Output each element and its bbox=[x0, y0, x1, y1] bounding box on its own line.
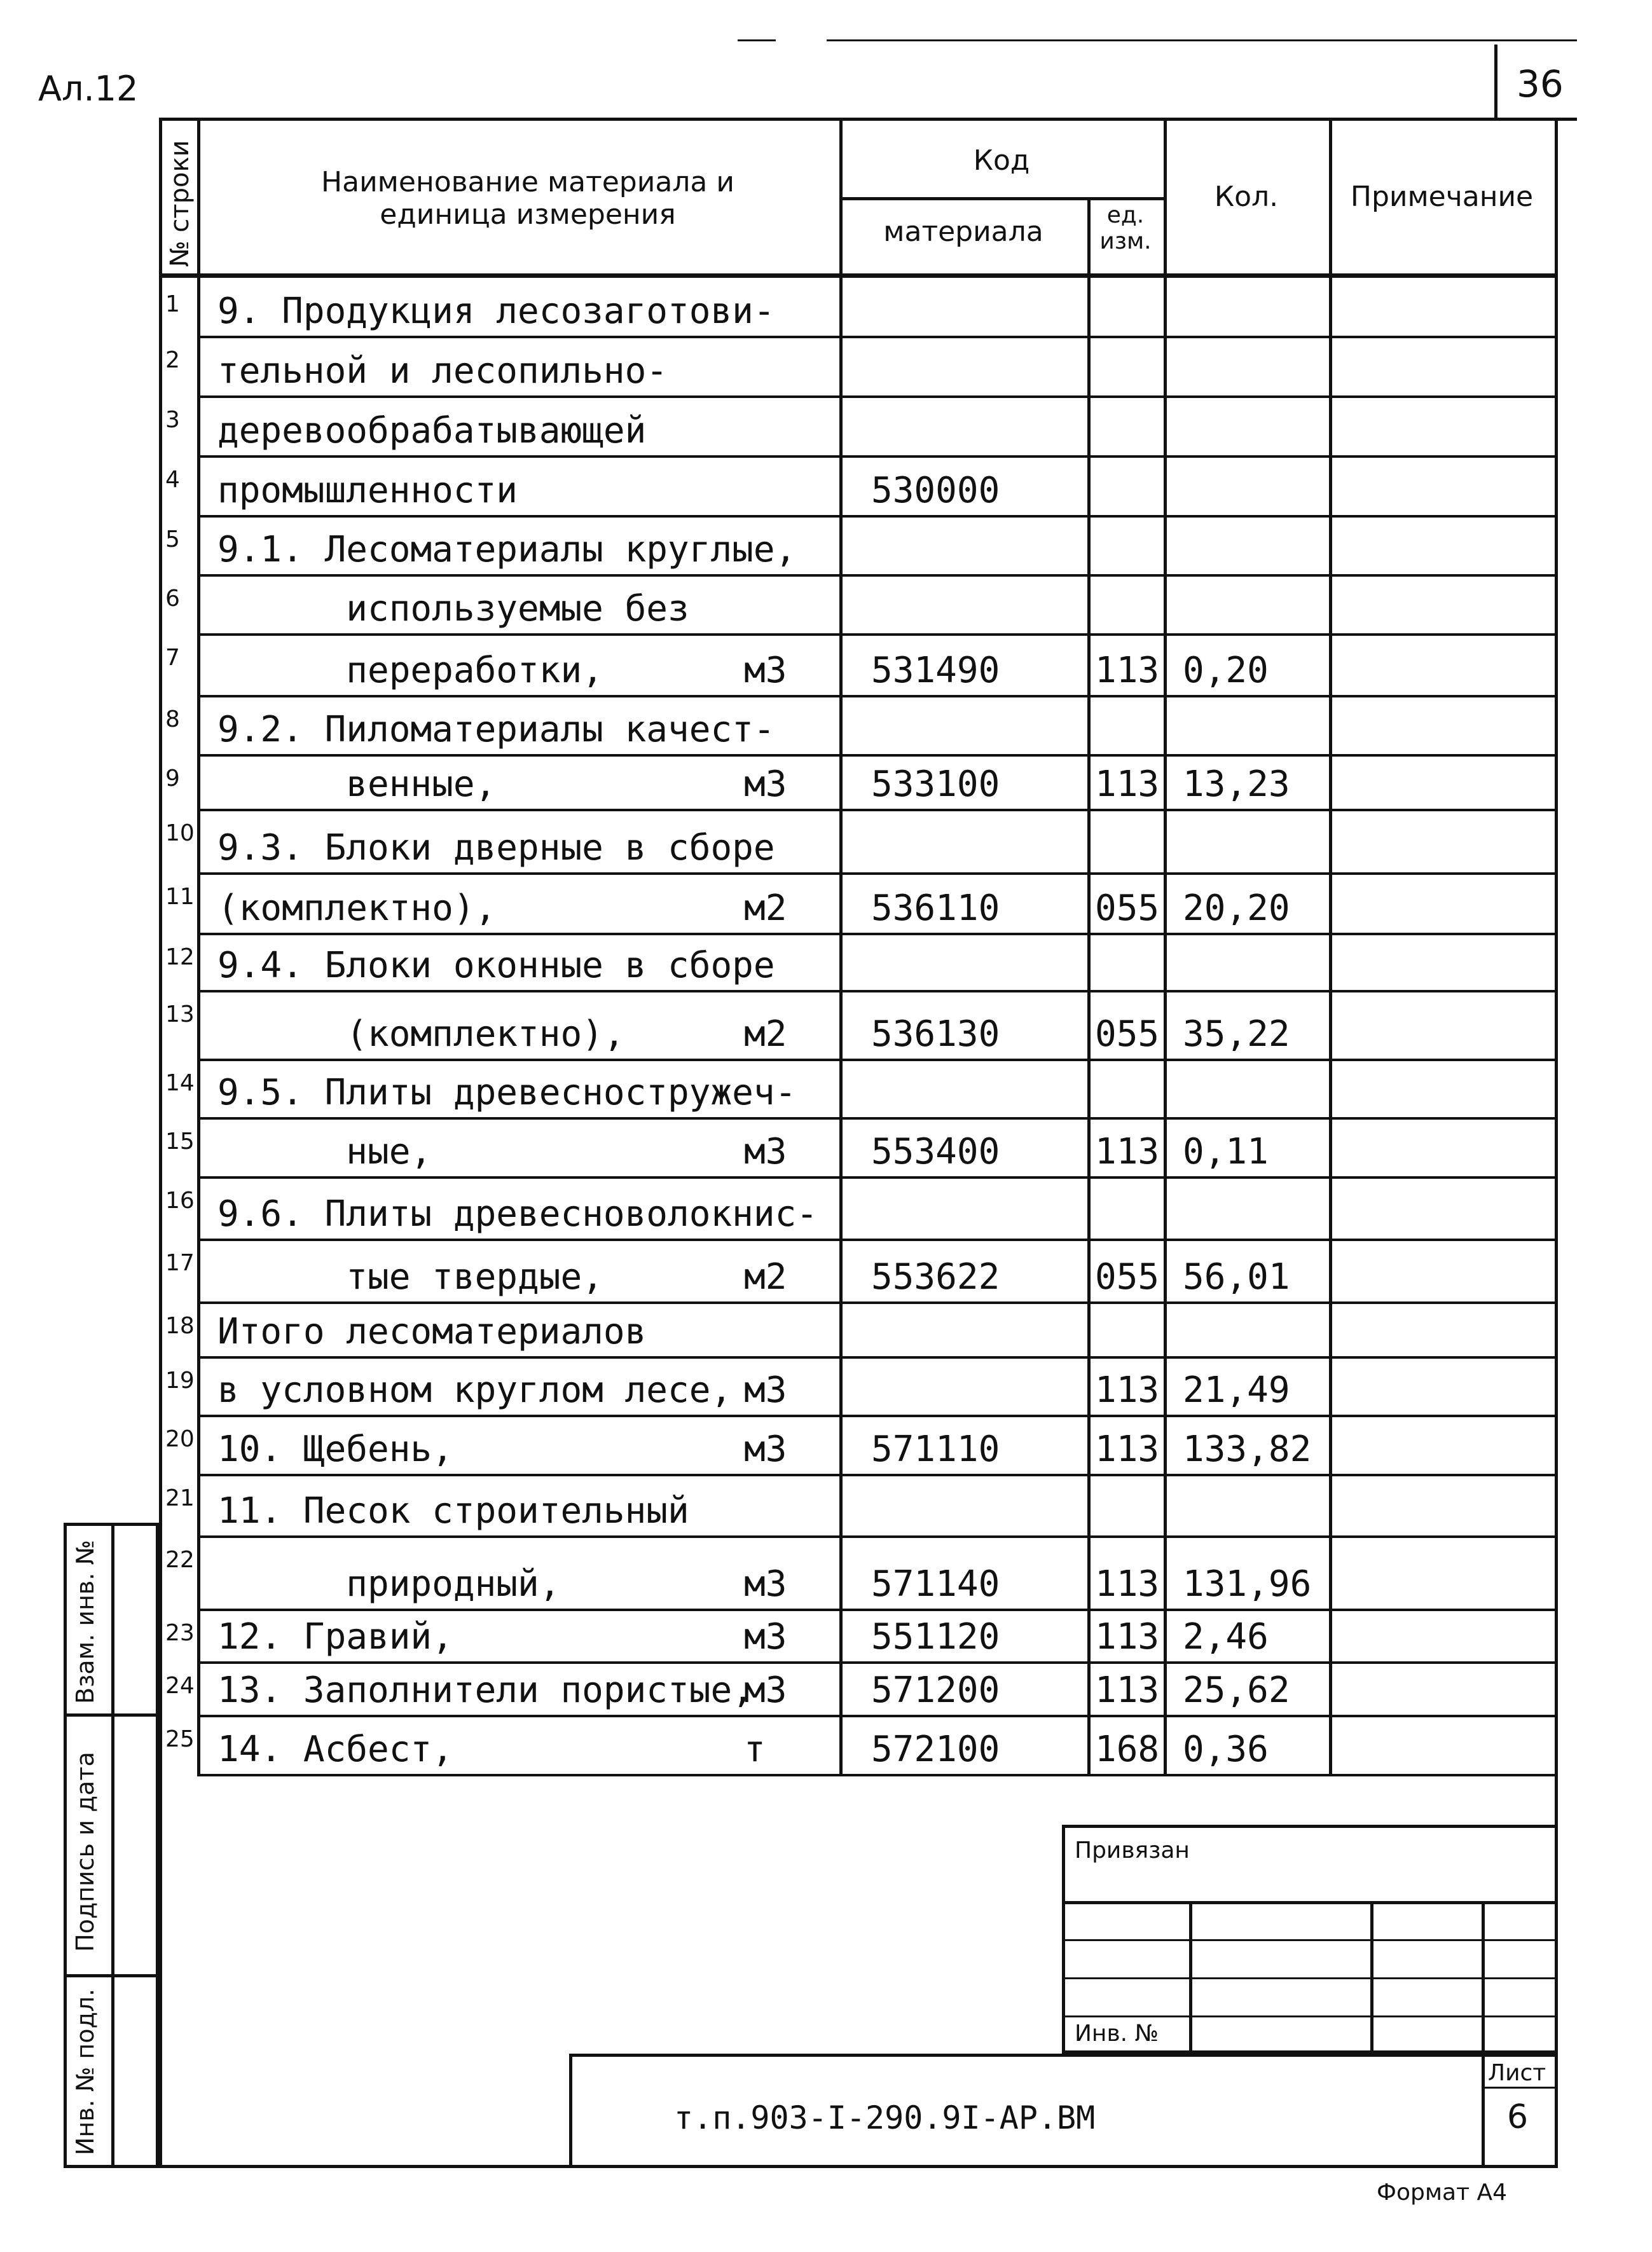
row-rule bbox=[197, 1535, 1558, 1538]
quantity: 35,22 bbox=[1183, 1013, 1290, 1055]
header-code-rule bbox=[839, 197, 1164, 200]
material-name: венные, bbox=[217, 764, 497, 805]
privyazan-col-3 bbox=[1482, 1901, 1485, 2054]
material-name: деревообрабатывающей bbox=[217, 410, 647, 451]
side-stamp-podpis: Подпись и дата bbox=[71, 1752, 99, 1952]
row-number: 22 bbox=[165, 1547, 195, 1573]
page-number-divider bbox=[1494, 45, 1497, 121]
row-rule bbox=[197, 990, 1558, 992]
material-name: 9.1. Лесоматериалы круглые, bbox=[217, 529, 797, 570]
material-code: 536110 bbox=[871, 888, 1000, 929]
unit-code: 113 bbox=[1095, 650, 1160, 691]
row-number: 2 bbox=[165, 347, 180, 373]
unit-code: 113 bbox=[1095, 1563, 1160, 1605]
row-rule bbox=[197, 872, 1558, 875]
col-line-qty bbox=[1329, 121, 1332, 1774]
row-number: 13 bbox=[165, 1001, 195, 1027]
header-code-material: материала bbox=[883, 216, 1043, 248]
header-note: Примечание bbox=[1350, 181, 1534, 213]
row-number: 18 bbox=[165, 1313, 195, 1339]
material-name: ные, bbox=[217, 1131, 432, 1172]
unit-code: 055 bbox=[1095, 888, 1160, 929]
material-name: 12. Гравий, bbox=[217, 1616, 453, 1658]
row-number: 24 bbox=[165, 1673, 195, 1699]
quantity: 0,20 bbox=[1183, 650, 1269, 691]
material-name: Итого лесоматериалов bbox=[217, 1311, 647, 1352]
material-code: 571200 bbox=[871, 1670, 1000, 1711]
list-label: Лист bbox=[1488, 2060, 1546, 2086]
material-code: 530000 bbox=[871, 470, 1000, 511]
material-name: 9.5. Плиты древесностружеч- bbox=[217, 1072, 797, 1113]
material-unit: м3 bbox=[744, 1616, 787, 1658]
quantity: 131,96 bbox=[1183, 1563, 1312, 1605]
material-code: 571140 bbox=[871, 1563, 1000, 1605]
material-name: 10. Щебень, bbox=[217, 1429, 453, 1470]
material-name: 14. Асбест, bbox=[217, 1729, 453, 1770]
col-line-left bbox=[159, 121, 162, 1774]
material-unit: м2 bbox=[744, 888, 787, 929]
unit-code: 113 bbox=[1095, 1370, 1160, 1411]
quantity: 133,82 bbox=[1183, 1429, 1312, 1470]
header-name: Наименование материала и единица измерения bbox=[321, 166, 734, 231]
quantity: 0,11 bbox=[1183, 1131, 1269, 1172]
row-number: 23 bbox=[165, 1620, 195, 1646]
row-number: 8 bbox=[165, 706, 180, 732]
material-unit: м3 bbox=[744, 1563, 787, 1605]
row-number: 15 bbox=[165, 1129, 195, 1155]
row-number: 5 bbox=[165, 526, 180, 553]
material-name: в условном круглом лесе, bbox=[217, 1370, 733, 1411]
quantity: 21,49 bbox=[1183, 1370, 1290, 1411]
material-name: (комплектно), bbox=[217, 888, 497, 929]
material-unit: т bbox=[744, 1729, 766, 1770]
row-number: 25 bbox=[165, 1726, 195, 1752]
material-unit: м3 bbox=[744, 1670, 787, 1711]
frame-left-lower bbox=[159, 1774, 162, 2168]
inv-no-label: Инв. № bbox=[1075, 2021, 1159, 2047]
row-number: 21 bbox=[165, 1485, 195, 1511]
row-rule bbox=[197, 1609, 1558, 1611]
material-name: 13. Заполнители пористые, bbox=[217, 1670, 754, 1711]
header-row-no: № строки bbox=[165, 140, 195, 267]
material-name: 9.3. Блоки дверные в сборе bbox=[217, 827, 775, 869]
row-number: 7 bbox=[165, 645, 180, 671]
list-value: 6 bbox=[1507, 2098, 1529, 2136]
material-name: тые твердые, bbox=[217, 1256, 603, 1298]
material-unit: м3 bbox=[744, 1370, 787, 1411]
unit-code: 055 bbox=[1095, 1013, 1160, 1055]
row-rule bbox=[197, 933, 1558, 935]
row-number: 12 bbox=[165, 944, 195, 970]
material-name: тельной и лесопильно- bbox=[217, 350, 668, 392]
unit-code: 055 bbox=[1095, 1256, 1160, 1298]
side-stamp-inv-podl: Инв. № подл. bbox=[71, 1988, 99, 2155]
header-bottom-rule bbox=[159, 273, 1558, 278]
row-rule bbox=[197, 1474, 1558, 1476]
row-number: 1 bbox=[165, 291, 180, 317]
material-code: 536130 bbox=[871, 1013, 1000, 1055]
material-unit: м3 bbox=[744, 764, 787, 805]
top-rule-2 bbox=[827, 39, 1577, 41]
privyazan-label: Привязан bbox=[1075, 1837, 1190, 1864]
material-name: используемые без bbox=[217, 588, 689, 629]
list-divider bbox=[1482, 2054, 1485, 2168]
material-name: 9.2. Пиломатериалы качест- bbox=[217, 709, 775, 750]
material-unit: м3 bbox=[744, 1131, 787, 1172]
col-line-ucode bbox=[1164, 121, 1167, 1774]
side-stamp-divider bbox=[111, 1523, 114, 2168]
material-code: 572100 bbox=[871, 1729, 1000, 1770]
unit-code: 113 bbox=[1095, 1429, 1160, 1470]
page-number: 36 bbox=[1517, 62, 1564, 106]
header-qty: Кол. bbox=[1214, 181, 1279, 213]
doc-code: т.п.903-I-290.9I-АР.ВМ bbox=[674, 2099, 1096, 2136]
material-name: (комплектно), bbox=[217, 1013, 625, 1055]
row-rule bbox=[197, 515, 1558, 518]
material-code: 533100 bbox=[871, 764, 1000, 805]
row-rule bbox=[197, 1117, 1558, 1120]
row-number: 3 bbox=[165, 407, 180, 433]
unit-code: 113 bbox=[1095, 764, 1160, 805]
privyazan-col-2 bbox=[1370, 1901, 1373, 2054]
row-number: 10 bbox=[165, 820, 195, 846]
row-rule bbox=[197, 455, 1558, 458]
material-name: 9.6. Плиты древесноволокнис- bbox=[217, 1193, 818, 1235]
quantity: 13,23 bbox=[1183, 764, 1290, 805]
quantity: 20,20 bbox=[1183, 888, 1290, 929]
quantity: 2,46 bbox=[1183, 1616, 1269, 1658]
material-code: 571110 bbox=[871, 1429, 1000, 1470]
material-code: 553622 bbox=[871, 1256, 1000, 1298]
sheet-label: Ал.12 bbox=[38, 69, 139, 109]
material-name: промышленности bbox=[217, 470, 518, 511]
side-stamp-row2 bbox=[64, 1974, 159, 1977]
row-number: 4 bbox=[165, 467, 180, 493]
quantity: 25,62 bbox=[1183, 1670, 1290, 1711]
row-rule bbox=[197, 574, 1558, 577]
row-rule bbox=[197, 1356, 1558, 1359]
material-unit: м2 bbox=[744, 1013, 787, 1055]
material-name: 9. Продукция лесозаготови- bbox=[217, 291, 775, 332]
unit-code: 113 bbox=[1095, 1616, 1160, 1658]
row-number: 20 bbox=[165, 1426, 195, 1452]
row-rule bbox=[197, 695, 1558, 697]
material-code: 531490 bbox=[871, 650, 1000, 691]
material-name: природный, bbox=[217, 1563, 561, 1605]
quantity: 0,36 bbox=[1183, 1729, 1269, 1770]
col-line-num bbox=[197, 121, 200, 1774]
row-number: 14 bbox=[165, 1070, 195, 1096]
row-rule bbox=[197, 1774, 1558, 1776]
row-rule bbox=[197, 1715, 1558, 1717]
side-stamp-vzam: Взам. инв. № bbox=[71, 1539, 99, 1704]
material-unit: м3 bbox=[744, 1429, 787, 1470]
format-label: Формат А4 bbox=[1377, 2180, 1508, 2206]
row-rule bbox=[197, 633, 1558, 636]
material-unit: м2 bbox=[744, 1256, 787, 1298]
col-line-right bbox=[1555, 121, 1558, 1774]
row-rule bbox=[197, 1059, 1558, 1061]
list-rule bbox=[1482, 2087, 1558, 2089]
row-rule bbox=[197, 754, 1558, 757]
material-name: 11. Песок строительный bbox=[217, 1490, 689, 1532]
col-line-name bbox=[839, 121, 843, 1774]
side-stamp-row1 bbox=[64, 1713, 159, 1717]
material-name: 9.4. Блоки оконные в сборе bbox=[217, 945, 775, 986]
top-rule bbox=[738, 39, 776, 41]
material-name: переработки, bbox=[217, 650, 603, 691]
row-number: 6 bbox=[165, 586, 180, 612]
row-rule bbox=[197, 395, 1558, 398]
unit-code: 168 bbox=[1095, 1729, 1160, 1770]
header-code: Код bbox=[973, 144, 1030, 177]
row-number: 9 bbox=[165, 766, 180, 792]
unit-code: 113 bbox=[1095, 1131, 1160, 1172]
row-rule bbox=[197, 1176, 1558, 1179]
row-rule bbox=[197, 1239, 1558, 1241]
row-rule bbox=[197, 809, 1558, 811]
quantity: 56,01 bbox=[1183, 1256, 1290, 1298]
row-rule bbox=[197, 1415, 1558, 1417]
material-code: 553400 bbox=[871, 1131, 1000, 1172]
material-unit: м3 bbox=[744, 650, 787, 691]
row-number: 17 bbox=[165, 1250, 195, 1276]
row-rule bbox=[197, 1661, 1558, 1664]
row-number: 16 bbox=[165, 1188, 195, 1214]
row-rule bbox=[197, 1301, 1558, 1304]
privyazan-col-1 bbox=[1189, 1901, 1192, 2054]
material-code: 551120 bbox=[871, 1616, 1000, 1658]
row-number: 19 bbox=[165, 1368, 195, 1394]
row-rule bbox=[197, 336, 1558, 338]
row-number: 11 bbox=[165, 884, 195, 910]
top-page-rule bbox=[159, 118, 1577, 121]
header-code-unit: ед. изм. bbox=[1099, 202, 1152, 255]
unit-code: 113 bbox=[1095, 1670, 1160, 1711]
